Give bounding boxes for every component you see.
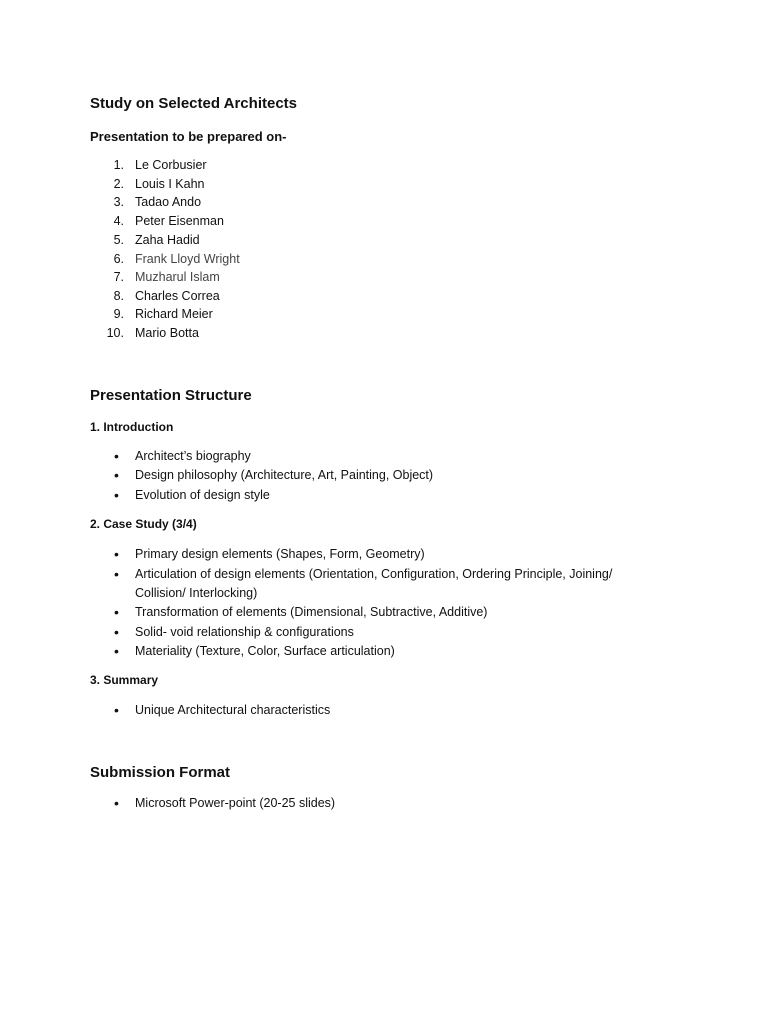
list-item: Design philosophy (Architecture, Art, Painting, Object) [135,468,434,482]
architect-name: Muzharul Islam [135,270,220,284]
bullet-icon: • [114,566,119,582]
list-number: 6. [113,252,124,266]
list-number: 2. [113,177,124,191]
list-number: 9. [113,307,124,321]
architect-name: Tadao Ando [135,195,202,209]
list-number: 8. [113,289,124,303]
section-heading: 1. Introduction [90,420,174,434]
bullet-icon: • [114,604,119,620]
list-number: 7. [113,270,124,284]
list-number: 1. [113,158,124,172]
bullet-icon: • [114,546,119,562]
bullet-icon: • [114,487,119,503]
list-item: Microsoft Power-point (20-25 slides) [135,796,336,810]
architect-name: Frank Lloyd Wright [135,252,240,266]
list-item-continuation: Collision/ Interlocking) [135,586,258,600]
bullet-icon: • [114,448,119,464]
list-number: 10. [106,326,124,340]
bullet-icon: • [114,467,119,483]
architect-name: Le Corbusier [135,158,207,172]
list-item: Primary design elements (Shapes, Form, Geometry) [135,547,425,561]
architect-name: Mario Botta [135,326,199,340]
list-item: Solid- void relationship & configurations [135,625,354,639]
section-heading: 3. Summary [90,673,159,687]
architect-name: Louis I Kahn [135,177,205,191]
list-item: Architect’s biography [135,449,251,463]
bullet-icon: • [114,795,119,811]
presentation-intro: Presentation to be prepared on- [90,129,287,144]
list-number: 3. [113,195,124,209]
section-heading: 2. Case Study (3/4) [90,517,197,531]
list-item: Evolution of design style [135,488,270,502]
submission-title: Submission Format [90,764,231,781]
architect-name: Charles Correa [135,289,220,303]
list-number: 5. [113,233,124,247]
list-item: Transformation of elements (Dimensional, Subtractive, Additive) [135,605,488,619]
document-title: Study on Selected Architects [90,95,297,112]
architect-name: Zaha Hadid [135,233,200,247]
list-number: 4. [113,214,124,228]
architect-name: Peter Eisenman [135,214,224,228]
bullet-icon: • [114,702,119,718]
list-item: Unique Architectural characteristics [135,703,331,717]
bullet-icon: • [114,643,119,659]
list-item: Materiality (Texture, Color, Surface articulation) [135,644,395,658]
bullet-icon: • [114,624,119,640]
architect-name: Richard Meier [135,307,213,321]
list-item: Articulation of design elements (Orientation, Configuration, Ordering Principle, Joining/ [135,567,613,581]
structure-title: Presentation Structure [90,387,252,404]
